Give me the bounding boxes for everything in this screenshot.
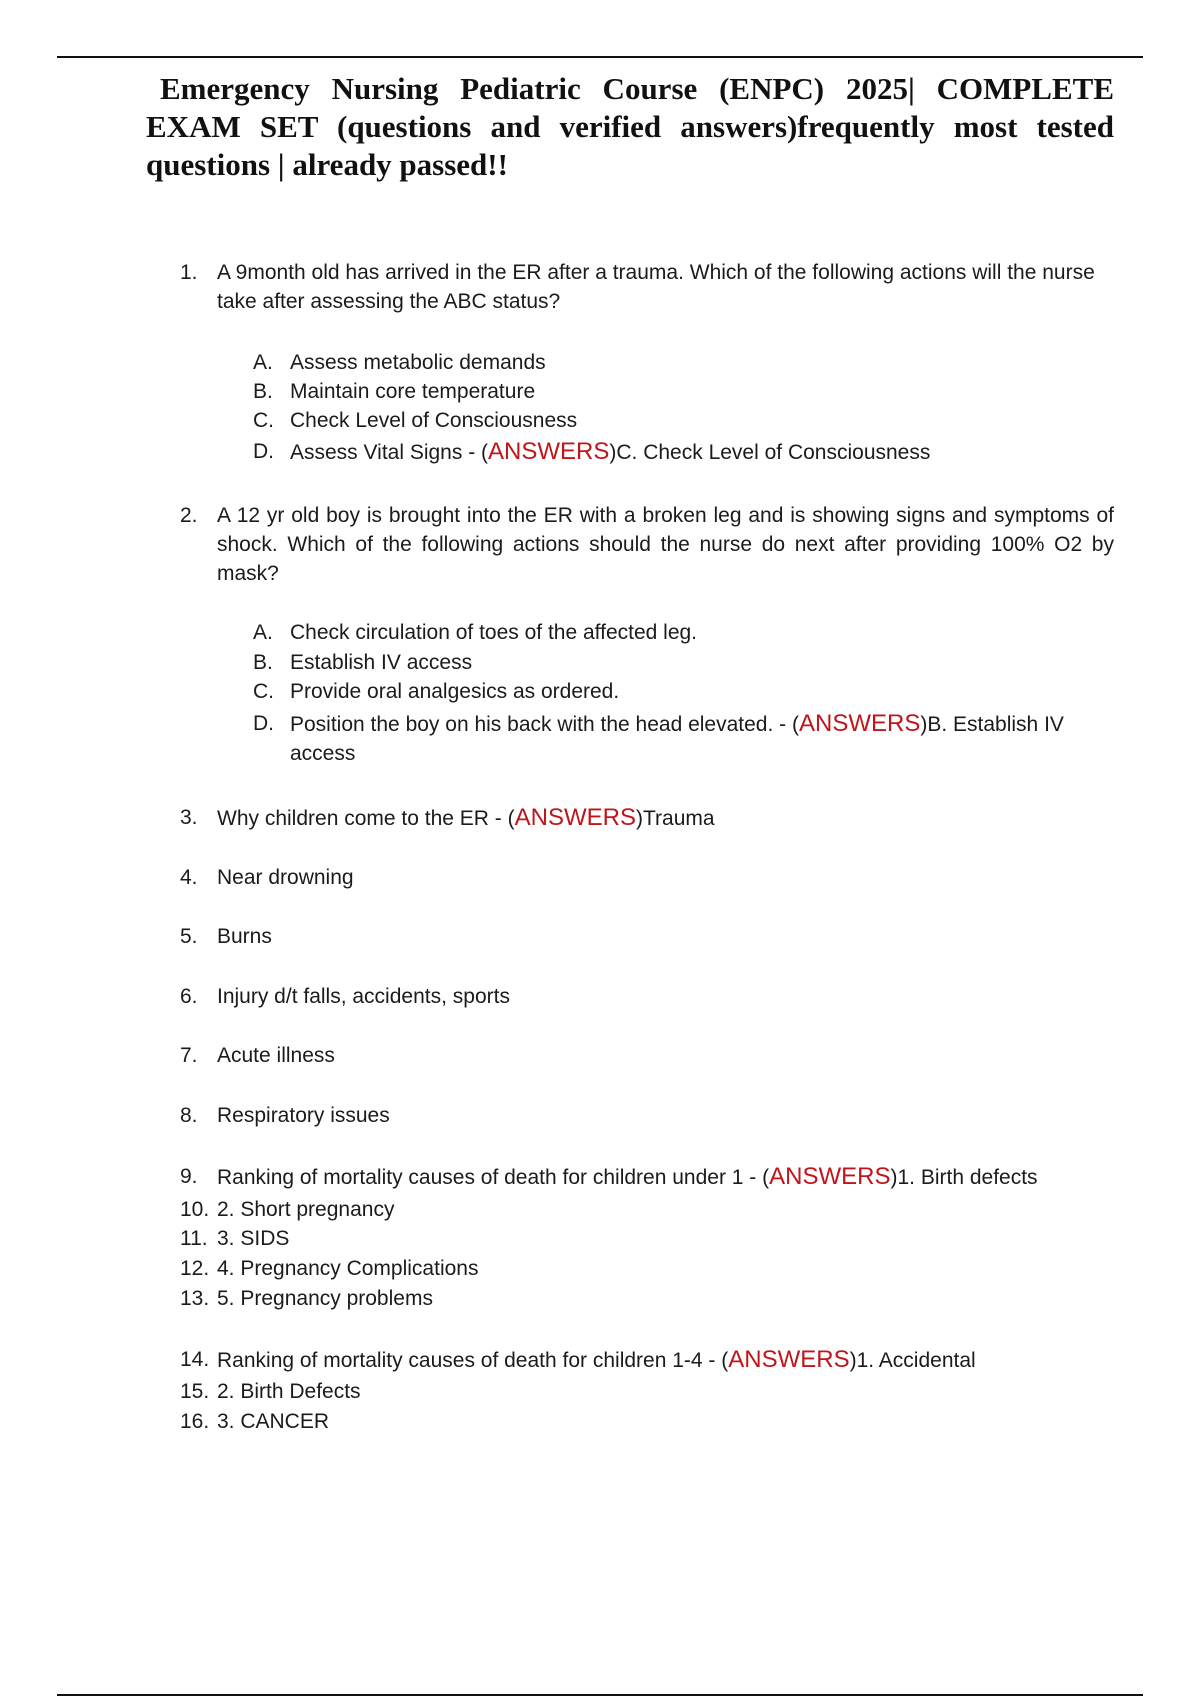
item-text: 5. Pregnancy problems (217, 1287, 433, 1310)
item-text: 4. Pregnancy Complications (217, 1257, 479, 1280)
option-letter: A. (253, 621, 273, 644)
question-text: A 12 yr old boy is brought into the ER with a broken leg and is showing signs and symptoms of shock. Which of the following actions should the nurse do next after providing 100% O2 by mask? (217, 504, 1114, 585)
item-text: Respiratory issues (217, 1104, 390, 1127)
answer-text: 1. Accidental (856, 1349, 976, 1372)
answers-tag: ANSWERS (514, 804, 636, 831)
item-number: 5. (180, 925, 198, 948)
item-text-part: Ranking of mortality causes of death for children 1-4 - ( (217, 1349, 729, 1372)
option-text: Provide oral analgesics as ordered. (290, 680, 620, 703)
item-text: 3. CANCER (217, 1410, 330, 1433)
option-letter: D. (253, 440, 274, 463)
answers-tag: ANSWERS (728, 1346, 850, 1373)
option-text: Maintain core temperature (290, 380, 536, 403)
option-text: Check circulation of toes of the affected leg. (290, 621, 698, 644)
item-text: Acute illness (217, 1044, 335, 1067)
option-text: Position the boy on his back with the head elevated. - (ANSWERS)B. Establish IV access (290, 710, 1064, 765)
answer-text: B. Establish IV access (290, 713, 1064, 765)
item-text: Near drowning (217, 866, 354, 889)
item-text: Burns (217, 925, 272, 948)
item-text: 3. SIDS (217, 1227, 290, 1250)
option-letter: C. (253, 680, 274, 703)
option-letter: A. (253, 351, 273, 374)
item-number: 4. (180, 866, 198, 889)
item-number: 7. (180, 1044, 198, 1067)
option-text: Assess Vital Signs - (ANSWERS)C. Check Level of Consciousness (290, 438, 931, 465)
item-text: 2. Birth Defects (217, 1380, 361, 1403)
item-number: 9. (180, 1165, 198, 1188)
option-text-part: Assess Vital Signs - ( (290, 441, 489, 464)
question-text: A 9month old has arrived in the ER after a trauma. Which of the following actions will the nurse take after assessing the ABC status? (217, 261, 1095, 313)
item-number: 16. (180, 1410, 210, 1433)
answer-text: Trauma (642, 807, 715, 830)
question-2 (180, 501, 1114, 591)
answers-tag: ANSWERS (798, 710, 921, 737)
option-letter: B. (253, 651, 273, 674)
item-text: 2. Short pregnancy (217, 1198, 395, 1221)
document-title: Emergency Nursing Pediatric Course (ENPC) 2025| COMPLETE EXAM SET (questions and verified answers)frequently most tested questions | already passed!! (146, 71, 1114, 182)
answer-text: C. Check Level of Consciousness (616, 441, 931, 464)
item-number: 6. (180, 985, 198, 1008)
question-number: 1. (180, 261, 198, 284)
item-number: 15. (180, 1380, 210, 1403)
item-text-part: Why children come to the ER - ( (217, 807, 515, 830)
question-number: 2. (180, 504, 198, 527)
option-letter: D. (253, 712, 274, 735)
option-letter: B. (253, 380, 273, 403)
item-number: 12. (180, 1257, 210, 1280)
answers-tag: ANSWERS (488, 438, 610, 465)
option-text: Check Level of Consciousness (290, 409, 578, 432)
item-text-part: Ranking of mortality causes of death for children under 1 - ( (217, 1166, 770, 1189)
item-text: Why children come to the ER - (ANSWERS)Trauma (217, 804, 715, 831)
bottom-rule (57, 1694, 1143, 1696)
item-number: 10. (180, 1198, 210, 1221)
item-number: 13. (180, 1287, 210, 1310)
option-text: Establish IV access (290, 651, 473, 674)
option-text: Assess metabolic demands (290, 351, 546, 374)
item-number: 14. (180, 1348, 210, 1371)
option-letter: C. (253, 409, 274, 432)
item-number: 3. (180, 806, 198, 829)
option-text-part: Position the boy on his back with the head elevated. - ( (290, 713, 799, 736)
item-text: Ranking of mortality causes of death for children 1-4 - (ANSWERS)1. Accidental (217, 1346, 976, 1373)
item-number: 11. (180, 1227, 208, 1250)
item-text: Ranking of mortality causes of death for children under 1 - (ANSWERS)1. Birth defects (217, 1163, 1038, 1190)
item-text: Injury d/t falls, accidents, sports (217, 985, 510, 1008)
answer-text: 1. Birth defects (897, 1166, 1038, 1189)
answers-tag: ANSWERS (769, 1163, 891, 1190)
item-number: 8. (180, 1104, 198, 1127)
question-1 (180, 258, 1114, 318)
